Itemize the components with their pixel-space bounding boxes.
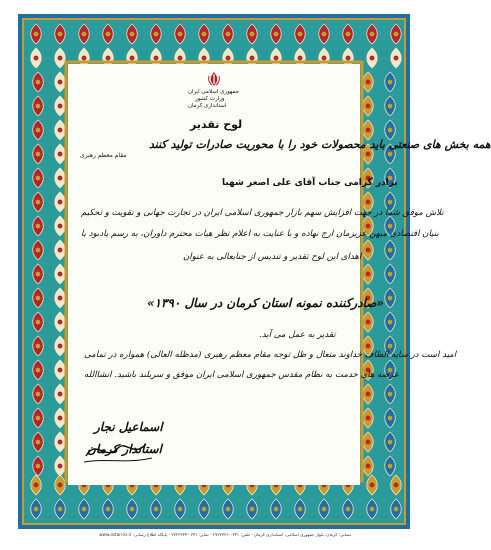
handwritten-signature <box>76 418 156 468</box>
body-line-3: اهدای این لوح تقدیر و تندیس از جنابعالی به عنوان <box>183 252 362 262</box>
recipient-name: برادر گرامی جناب آقای علی اصغر شهبا <box>222 178 398 188</box>
closing-line-1: تقدیر به عمل می آید. <box>259 330 336 340</box>
address-footer: نشانی: کرمان، بلوار جمهوری اسلامی، استانداری کرمان - تلفن: ۰۳۴۱-۲۷۲۲۳۳۱ - نمابر: ۰۳۴۱-۲۷۲۲۳۳۴ - پایگاه اطلاع رسانی: www.ostan-kr.ir <box>99 532 351 537</box>
ministry-line1: جمهوری اسلامی ایران <box>188 89 240 95</box>
page-title: لوح تقدیر <box>190 118 243 131</box>
ministry-line3: استانداری کرمان <box>188 103 227 109</box>
body-line-2: بنیان اقتصادی میهن عزیزمان ارج نهاده و با عنایت به اعلام نظر هیات محترم داوران، به رسم یادبود با <box>81 229 439 239</box>
signature-position: استاندار کرمان <box>87 442 162 456</box>
iran-emblem-icon <box>206 71 222 91</box>
closing-line-3: عرصه های خدمت به نظام مقدس جمهوری اسلامی ایران موفق و سربلند باشید. انشاالله <box>84 370 399 380</box>
ministry-line2: وزارت کشور <box>195 96 225 102</box>
award-title: «صادرکننده نمونه استان کرمان در سال ۱۳۹۰» <box>147 296 384 310</box>
body-line-1: تلاش موفق شما در جهت افزایش سهم بازار جمهوری اسلامی ایران در تجارت جهانی و تقویت و تحکیم <box>81 208 444 218</box>
signature-name: اسماعیل نجار <box>94 420 163 434</box>
slogan-attribution: مقام معظم رهبری <box>80 152 127 159</box>
closing-line-2: امید است در سایه الطاف خداوند متعال و ظل توجه مقام معظم رهبری (مدظله العالی) همواره در تمامی <box>84 350 457 360</box>
slogan: همه بخش های صنعتی باید محصولات خود را با محوریت صادرات تولید کنند <box>149 138 491 151</box>
